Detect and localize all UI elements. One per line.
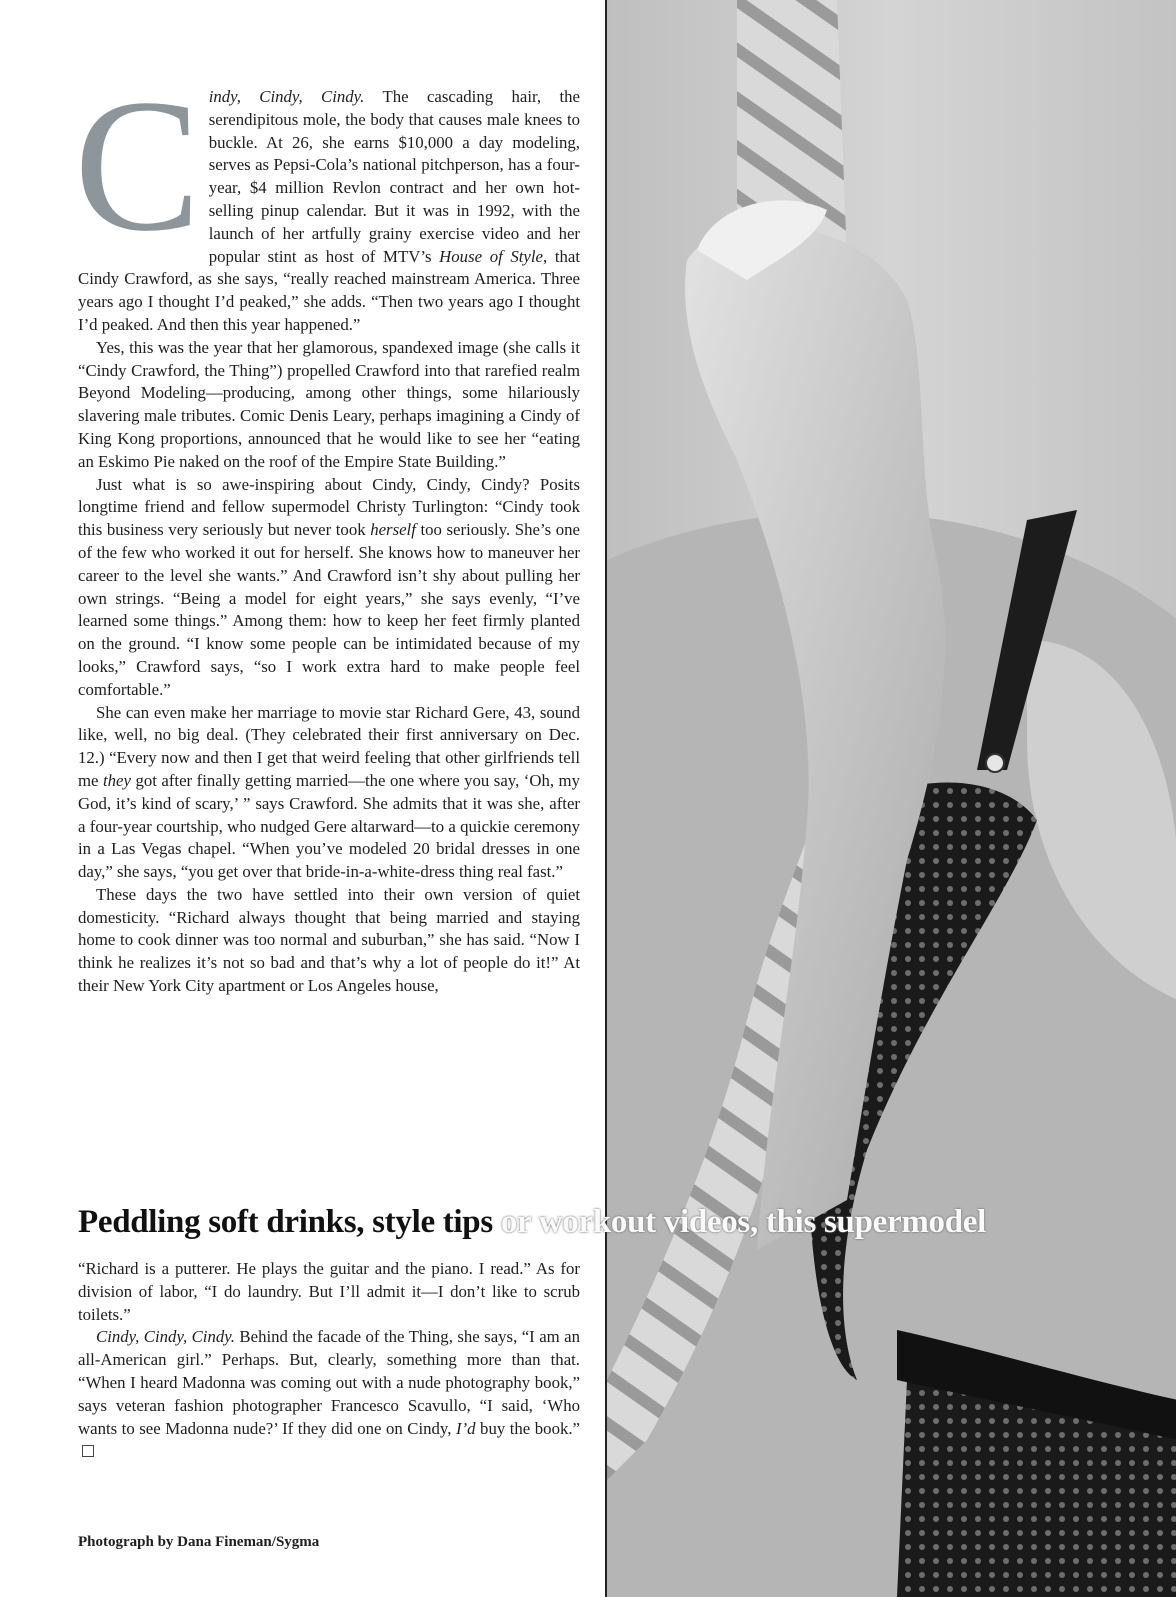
paragraph-3: Just what is so awe-inspiring about Cindy, Cindy, Cindy? Posits longtime friend and fellow supermodel Christy Turlington: “Cindy took this business very seriously but never took herself too seriously. She’s one of the few who worked it out for herself. She knows how to maneuver her career to the level she wants.” And Crawford isn’t shy about pulling her own strings. “Being a model for eight years,” she says evenly, “I’ve learned some things.” Among them: how to keep her feet firmly planted on the ground. “I know some people can be intimidated because of my looks,” Crawford says, “so I work extra hard to make people feel comfortable.” bbox=[78, 474, 580, 699]
drop-cap: C bbox=[74, 61, 201, 271]
paragraph-5: These days the two have settled into their own version of quiet domesticity. “Richard always thought that being married and staying home to cook dinner was too normal and suburban,” she has said. “Now I think he realizes it’s not so bad and that’s why a lot of people do it!” At their New York City apartment or Los Angeles house, bbox=[78, 884, 580, 996]
paragraph-4: She can even make her marriage to movie star Richard Gere, 43, sound like, well, no big deal. (They celebrated their first anniversary on Dec. 12.) “Every now and then I get that weird feeling that other girlfriends tell me they got after finally getting married—the one where you say, ‘Oh, my God, it’s kind of scary,’ ” says Crawford. She admits that it was she, after a four-year courtship, who nudged Gere altarward—to a quickie ceremony in a Las Vegas chapel. “When you’ve modeled 20 bridal dresses in one day,” she says, “you get over that bride-in-a-white-dress thing real fast.” bbox=[78, 702, 580, 882]
photograph bbox=[605, 0, 1176, 1597]
paragraph-1: Cindy, Cindy, Cindy. The cascading hair, the serendipitous mole, the body that causes male knees to buckle. At 26, she earns $10,000 a day modeling, serves as Pepsi-Cola’s national pitchperson, has a four-year, $4 million Revlon contract and her own hot-selling pinup calendar. But it was in 1992, with the launch of her artfully grainy exercise video and her popular stint as host of MTV’s House of Style, that Cindy Crawford, as she says, “really reached mainstream America. Three years ago I thought I’d peaked,” she adds. “Then two years ago I thought I’d peaked. And then this year happened.” bbox=[74, 61, 581, 334]
photo-illustration bbox=[607, 0, 1176, 1597]
paragraph-2: Yes, this was the year that her glamorous, spandexed image (she calls it “Cindy Crawford, the Thing”) propelled Crawford into that rarefied realm Beyond Modeling—producing, among other things, some hilariously slavering male tributes. Comic Denis Leary, perhaps imagining a Cindy of King Kong proportions, announced that he would like to see her “eating an Eskimo Pie naked on the roof of the Empire State Building.” bbox=[78, 337, 580, 471]
paragraph-7: Cindy, Cindy, Cindy. Behind the facade of the Thing, she says, “I am an all-American girl.” Perhaps. But, clearly, something more than that. “When I heard Madonna was coming out with a nude photography book,” says veteran fashion photographer Francesco Scavullo, “I said, ‘Who wants to see Madonna nude?’ If they did one on Cindy, I’d buy the book.” bbox=[78, 1326, 580, 1463]
paragraph-6: “Richard is a putterer. He plays the guitar and the piano. I read.” As for division of labor, “I do laundry. But I’ll admit it—I don’t like to scrub toilets.” bbox=[78, 1259, 580, 1324]
headline: Peddling soft drinks, style tips or workout videos, this supermodel bbox=[78, 1204, 986, 1240]
article-body-lower bbox=[78, 1258, 580, 1463]
photo-credit: Photograph by Dana Fineman/Sygma bbox=[78, 1534, 320, 1550]
article-body-upper bbox=[74, 61, 581, 998]
end-mark-icon bbox=[82, 1445, 94, 1457]
